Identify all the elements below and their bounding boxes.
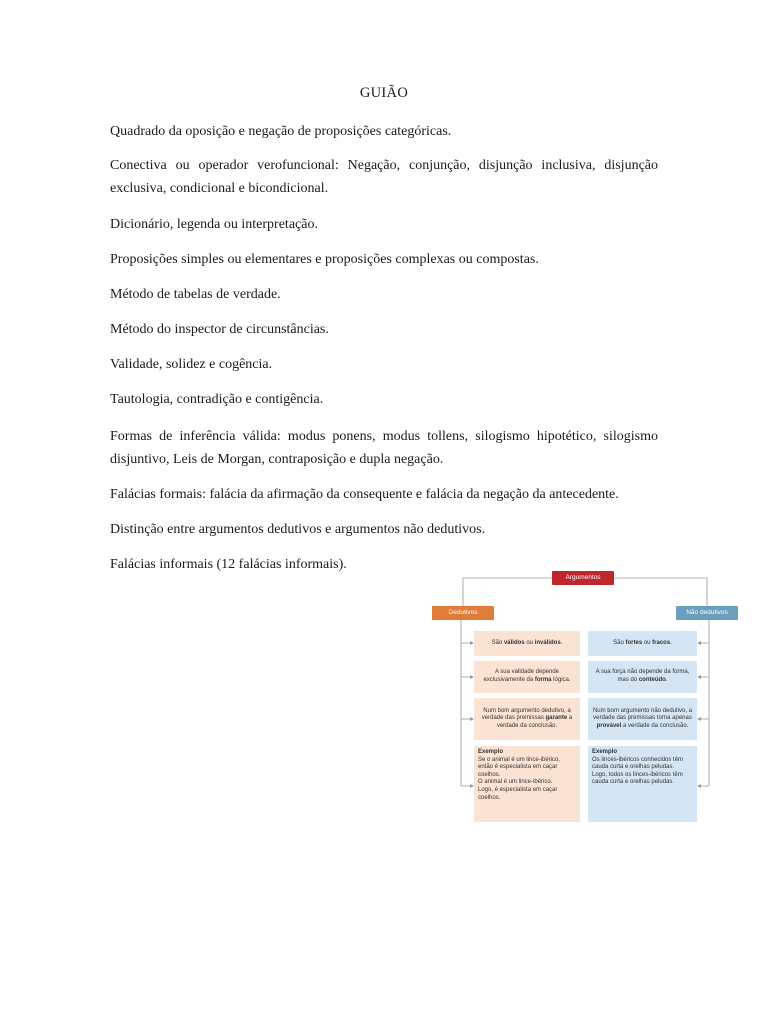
non-deductive-box-content: A sua força não depende da forma, mas do conteúdo. <box>588 661 697 693</box>
deductive-box-form: A sua validade depende exclusivamente da forma lógica. <box>474 661 580 693</box>
deductive-box-example: Exemplo Se o animal é um lince-ibérico, então é especialista em caçar coelhos. O animal é um lince-ibérico. Logo, é especialista em caçar coelhos. <box>474 746 580 822</box>
paragraph-10: Falácias formais: falácia da afirmação da consequente e falácia da negação da antecedente. <box>110 487 619 502</box>
deductive-box-validity: São válidos ou inválidos. <box>474 631 580 656</box>
non-deductive-box-strength: São fortes ou fracos. <box>588 631 697 656</box>
connector-root-right <box>614 578 707 606</box>
diagram-root-label: Argumentos <box>552 571 614 585</box>
connector-root-left <box>463 578 552 606</box>
non-deductive-header: Não dedutivos <box>676 606 738 620</box>
paragraph-9: Formas de inferência válida: modus ponens, modus tollens, silogismo hipotético, silogismo disjuntivo, Leis de Morgan, contraposição e dupla negação. <box>110 429 658 467</box>
paragraph-7: Validade, solidez e cogência. <box>110 357 273 372</box>
paragraph-3: Dicionário, legenda ou interpretação. <box>110 217 318 232</box>
non-deductive-box-example: Exemplo Os linces-ibéricos conhecidos têm cauda curta e orelhas peludas. Logo, todos os linces-ibéricos têm cauda curta e orelhas peludas. <box>588 746 697 822</box>
paragraph-4: Proposições simples ou elementares e proposições complexas ou compostas. <box>110 252 539 267</box>
paragraph-1: Quadrado da oposição e negação de proposições categóricas. <box>110 124 452 139</box>
arguments-diagram <box>428 568 742 826</box>
paragraph-2: Conectiva ou operador verofuncional: Negação, conjunção, disjunção inclusiva, disjunção exclusiva, condicional e bicondicional. <box>110 158 658 196</box>
page-title: GUIÃO <box>359 85 409 101</box>
paragraph-6: Método do inspector de circunstâncias. <box>110 322 329 337</box>
non-deductive-box-truth: Num bom argumento não dedutivo, a verdade das premissas torna apenas provável a verdade da conclusão. <box>588 698 697 740</box>
paragraph-11: Distinção entre argumentos dedutivos e argumentos não dedutivos. <box>110 522 486 537</box>
deductive-header: Dedutivos <box>432 606 494 620</box>
paragraph-8: Tautologia, contradição e contigência. <box>110 392 324 407</box>
deductive-box-truth: Num bom argumento dedutivo, a verdade das premissas garante a verdade da conclusão. <box>474 698 580 740</box>
paragraph-5: Método de tabelas de verdade. <box>110 287 281 302</box>
paragraph-12: Falácias informais (12 falácias informais). <box>110 557 347 572</box>
